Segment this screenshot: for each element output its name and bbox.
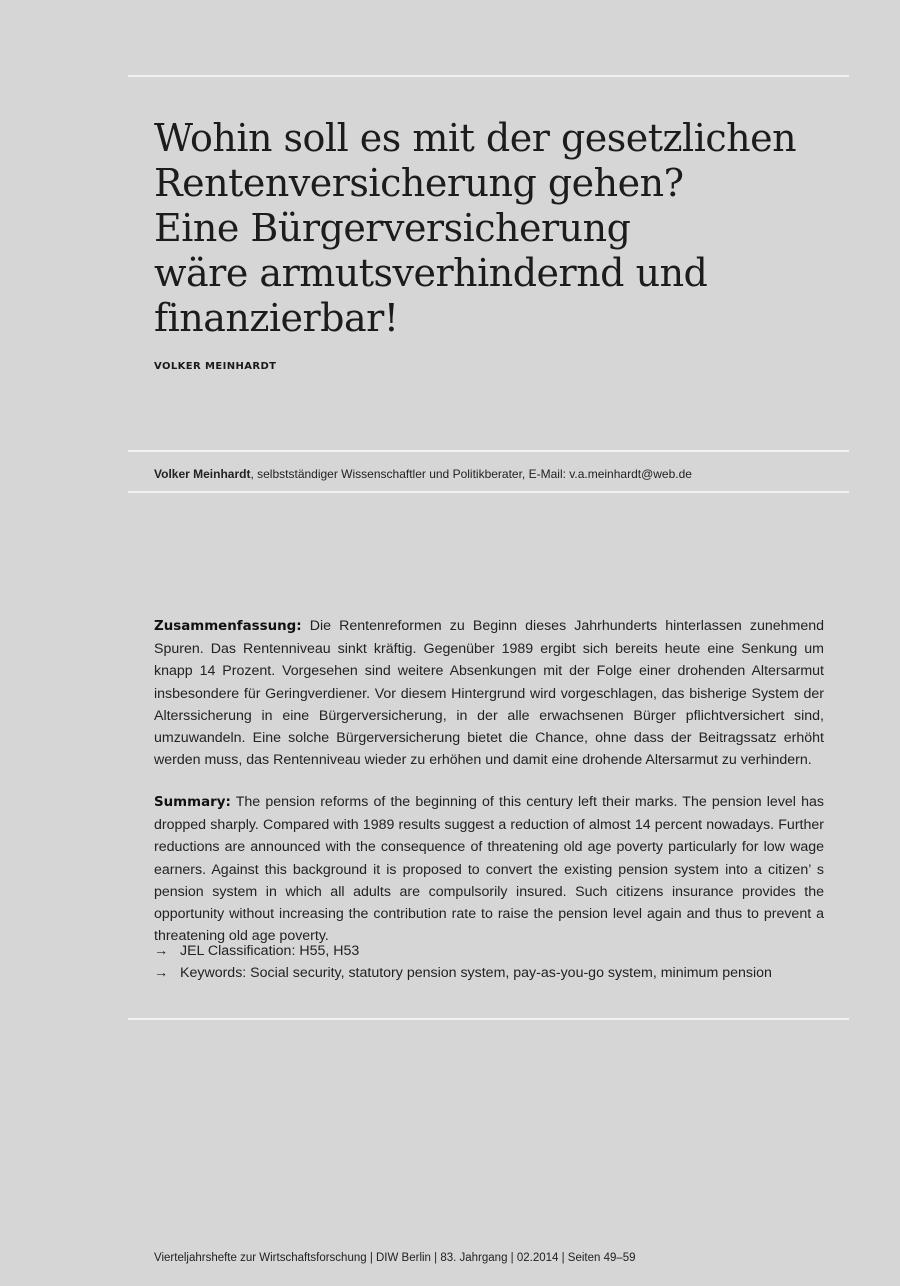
journal-footer: Vierteljahrshefte zur Wirtschaftsforschung | DIW Berlin | 83. Jahrgang | 02.2014 | Seiten 49–59 bbox=[154, 1252, 636, 1264]
top-rule bbox=[128, 75, 849, 77]
title-line: wäre armutsverhindernd und bbox=[154, 251, 708, 295]
affiliation-top-rule bbox=[128, 450, 849, 452]
arrow-icon: → bbox=[154, 965, 169, 981]
summary-text: The pension reforms of the beginning of this century left their marks. The pension level has dropped sharply. Compared with 1989 results suggest a reduction of almost 14 percent nowadays. Further reductions are announced with the consequence of threatening old age poverty particularly for low wage earners. Against this background it is proposed to convert the existing pension system into a citizen’ s pension system in which all adults are compulsorily insured. Such citizens insurance provides the opportunity without increasing the contribution rate to raise the pension level again and thus to prevent a threatening old age poverty. bbox=[154, 794, 824, 945]
author-name: VOLKER MEINHARDT bbox=[154, 361, 277, 372]
author-affiliation bbox=[154, 467, 692, 481]
summary-label: Summary: bbox=[154, 795, 231, 810]
affiliation-bottom-rule bbox=[128, 491, 849, 493]
affiliation-details: , selbstständiger Wissenschaftler und Politikberater, E-Mail: v.a.meinhardt@web.de bbox=[250, 467, 692, 481]
zusammenfassung-label: Zusammenfassung: bbox=[154, 619, 302, 634]
jel-text: JEL Classification: H55, H53 bbox=[180, 943, 360, 959]
affiliation-name: Volker Meinhardt bbox=[154, 467, 251, 481]
title-line: Wohin soll es mit der gesetzlichen bbox=[154, 116, 797, 160]
bottom-rule bbox=[128, 1018, 849, 1020]
keywords bbox=[154, 965, 772, 981]
title-line: Rentenversicherung gehen? bbox=[154, 161, 684, 205]
article-title bbox=[154, 116, 834, 341]
keywords-text: Keywords: Social security, statutory pension system, pay-as-you-go system, minimum pension bbox=[180, 965, 772, 981]
title-line: Eine Bürgerversicherung bbox=[154, 206, 631, 250]
title-line: finanzierbar! bbox=[154, 296, 399, 340]
arrow-icon: → bbox=[154, 943, 169, 959]
abstract-german bbox=[154, 615, 824, 771]
zusammenfassung-text: Die Rentenreformen zu Beginn dieses Jahrhunderts hinterlassen zunehmend Spuren. Das Rentenniveau sinkt kräftig. Gegenüber 1989 ergibt sich bereits heute eine Senkung um knapp 14 Prozent. Vorgesehen sind weitere Absenkungen mit der Folge einer drohenden Altersarmut insbesondere für Geringverdiener. Vor diesem Hintergrund wird vorgeschlagen, das bisherige System der Alterssicherung in eine Bürgerversicherung, in der alle erwachsenen Bürger pflichtversichert sind, umzuwandeln. Eine solche Bürgerversicherung bietet die Chance, ohne dass der Beitragssatz erhöht werden muss, das Rentenniveau wieder zu erhöhen und damit eine drohende Altersarmut zu verhindern. bbox=[154, 618, 824, 769]
jel-classification bbox=[154, 943, 359, 959]
abstract-english bbox=[154, 791, 824, 947]
